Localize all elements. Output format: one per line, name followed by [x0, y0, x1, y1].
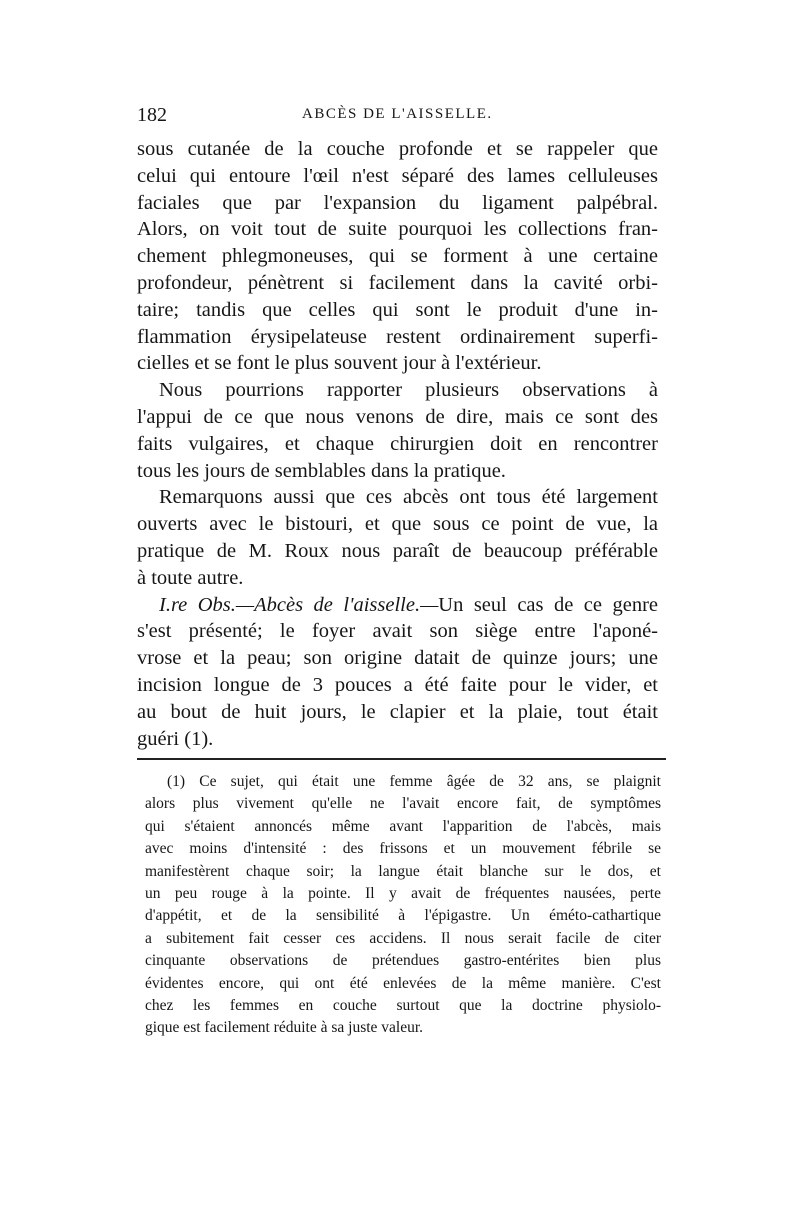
text-line: flammation érysipelateuse restent ordinairement superfi- [137, 325, 658, 348]
footnote-line: chez les femmes en couche surtout que la doctrine physiolo- [145, 997, 661, 1015]
text-line: cielles et se font le plus souvent jour à l'extérieur. [137, 352, 542, 375]
text-line: s'est présenté; le foyer avait son siège entre l'aponé- [137, 620, 658, 643]
text-line: profondeur, pénètrent si facilement dans la cavité orbi- [137, 271, 658, 294]
observation-text: Un seul cas de ce genre [438, 593, 658, 616]
text-line: ouverts avec le bistouri, et que sous ce point de vue, la [137, 513, 658, 536]
paragraph-2 [137, 377, 658, 484]
footnote-line: (1) Ce sujet, qui était une femme âgée de 32 ans, se plaignit [167, 773, 661, 790]
paragraph-1 [137, 136, 658, 377]
footnote-text [145, 771, 661, 1040]
text-line: guéri (1). [137, 727, 214, 750]
footnote-line: a subitement fait cesser ces accidens. Il nous serait facile de citer [145, 929, 661, 947]
text-line: faciales que par l'expansion du ligament palpébral. [137, 191, 658, 214]
text-line: celui qui entoure l'œil n'est séparé des lames celluleuses [137, 164, 658, 187]
text-line: tous les jours de semblables dans la pratique. [137, 459, 506, 482]
text-line: vrose et la peau; son origine datait de quinze jours; une [137, 647, 658, 670]
footnote-line: cinquante observations de prétendues gastro-entérites bien plus [145, 952, 661, 970]
footnote-line: alors plus vivement qu'elle ne l'avait encore fait, de symptômes [145, 795, 661, 813]
footnote-line: gique est facilement réduite à sa juste valeur. [145, 1019, 424, 1037]
text-line: sous cutanée de la couche profonde et se rappeler que [137, 138, 658, 160]
text-line: à toute autre. [137, 566, 244, 589]
footnote-line: un peu rouge à la pointe. Il y avait de fréquentes nausées, perte [145, 885, 661, 903]
text-line: taire; tandis que celles qui sont le produit d'une in- [137, 298, 658, 321]
page-header [137, 104, 667, 128]
footnote-line: manifestèrent chaque soir; la langue était blanche sur le dos, et [145, 862, 661, 880]
page-number: 182 [137, 104, 167, 126]
paragraph-observation [137, 592, 658, 753]
running-title: ABCÈS DE L'AISSELLE. [302, 106, 493, 122]
text-line [137, 592, 658, 619]
footnote-line: d'appétit, et de la sensibilité à l'épigastre. Un éméto-cathartique [145, 907, 661, 925]
text-line: au bout de huit jours, le clapier et la plaie, tout était [137, 700, 658, 723]
text-line: faits vulgaires, et chaque chirurgien doit en rencontrer [137, 432, 658, 455]
text-line: pratique de M. Roux nous paraît de beaucoup préférable [137, 539, 658, 562]
text-line: l'appui de ce que nous venons de dire, mais ce sont des [137, 405, 658, 428]
text-line: Nous pourrions rapporter plusieurs observations à [159, 379, 658, 402]
text-line: incision longue de 3 pouces a été faite pour le vider, et [137, 673, 658, 696]
text-line: chement phlegmoneuses, qui se forment à une certaine [137, 245, 658, 268]
observation-label: I.re Obs.—Abcès de l'aisselle.— [159, 593, 439, 616]
body-text [137, 136, 658, 752]
footnote-divider [137, 758, 666, 760]
paragraph-3 [137, 484, 658, 591]
footnote-line: évidentes encore, qui ont été enlevées de la même manière. C'est [145, 974, 661, 992]
footnote-line: avec moins d'intensité : des frissons et un mouvement fébrile se [145, 840, 661, 858]
text-line: Remarquons aussi que ces abcès ont tous été largement [159, 486, 658, 509]
footnote-line: qui s'étaient annoncés même avant l'apparition de l'abcès, mais [145, 817, 661, 835]
text-line: Alors, on voit tout de suite pourquoi les collections fran- [137, 218, 658, 241]
footnote [145, 771, 661, 1040]
